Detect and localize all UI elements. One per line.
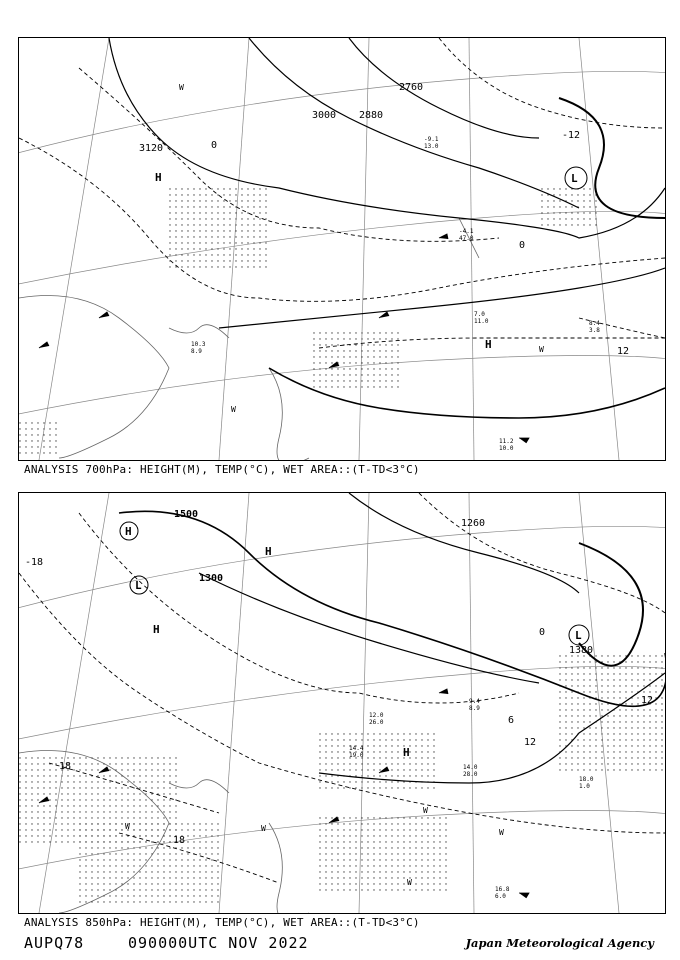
station-obs: 7.0 11.0 [474, 311, 489, 325]
station-obs: 14.0 28.0 [463, 764, 478, 778]
station-obs: 9.4 8.9 [469, 698, 480, 712]
high-center [120, 522, 138, 540]
height-labels-700 [139, 82, 423, 154]
station-obs: -4.1 47.0 [459, 228, 474, 242]
station-obs: 16.8 6.0 [495, 886, 510, 900]
chart-id: AUPQ78 [24, 934, 85, 952]
svg-text:L: L [135, 579, 142, 592]
temp-label: 6 [508, 715, 515, 726]
caption-700hpa: ANALYSIS 700hPa: HEIGHT(M), TEMP(°C), WET AREA::(T-TD<3°C) [24, 463, 420, 476]
svg-text:L: L [571, 172, 578, 185]
low-center [565, 167, 587, 189]
temp-label: 0 [539, 627, 546, 638]
caption-850hpa: ANALYSIS 850hPa: HEIGHT(M), TEMP(°C), WET AREA::(T-TD<3°C) [24, 916, 420, 929]
warm-mark: W [179, 83, 184, 92]
warm-mark: W [261, 824, 266, 833]
station-obs: 14.4 19.0 [349, 745, 364, 759]
warm-mark: W [423, 806, 428, 815]
svg-text:H: H [125, 525, 132, 538]
map-panel-700hpa [18, 37, 666, 461]
temp-label: 18 [173, 835, 186, 846]
temp-label: -18 [25, 557, 44, 568]
wet-area-850 [19, 653, 665, 903]
temp-label: 0 [519, 240, 526, 251]
height-label: 1300 [199, 573, 224, 584]
height-label: 2880 [359, 110, 384, 121]
warm-mark: W [539, 345, 544, 354]
temp-label: -12 [562, 130, 581, 141]
temp-label: 12 [641, 695, 654, 706]
warm-mark: W [231, 405, 236, 414]
map-panel-850hpa [18, 492, 666, 914]
height-label: 1500 [174, 509, 199, 520]
map-850hpa-svg [19, 493, 665, 913]
temp-label: 0 [211, 140, 218, 151]
station-obs: 10.3 8.9 [191, 341, 206, 355]
station-obs: 18.0 1.0 [579, 776, 594, 790]
low-center [130, 576, 148, 594]
high-center: H [153, 623, 160, 636]
temp-label: 12 [617, 346, 630, 357]
temp-label: 12 [524, 737, 537, 748]
agency-name: Japan Meteorological Agency [465, 936, 654, 950]
low-center [569, 625, 589, 645]
warm-mark: W [407, 878, 412, 887]
warm-mark: W [125, 822, 130, 831]
high-center: H [403, 746, 410, 759]
station-obs: 12.0 26.0 [369, 712, 384, 726]
valid-time: 090000UTC NOV 2022 [128, 934, 309, 952]
height-label: 3000 [312, 110, 337, 121]
high-center: H [265, 545, 272, 558]
station-obs: -9.1 13.0 [424, 136, 439, 150]
station-obs: 8.4 3.8 [589, 320, 600, 334]
station-obs: 11.2 10.0 [499, 438, 514, 452]
height-label: 3120 [139, 143, 164, 154]
map-700hpa-svg [19, 38, 665, 460]
height-label: 1380 [569, 645, 594, 656]
high-center: H [485, 338, 492, 351]
height-label: 1260 [461, 518, 486, 529]
high-center: H [155, 171, 162, 184]
height-labels-850 [174, 509, 593, 656]
temp-label: 18 [59, 761, 72, 772]
warm-mark: W [499, 828, 504, 837]
height-label: 2760 [399, 82, 424, 93]
svg-text:L: L [575, 629, 582, 642]
